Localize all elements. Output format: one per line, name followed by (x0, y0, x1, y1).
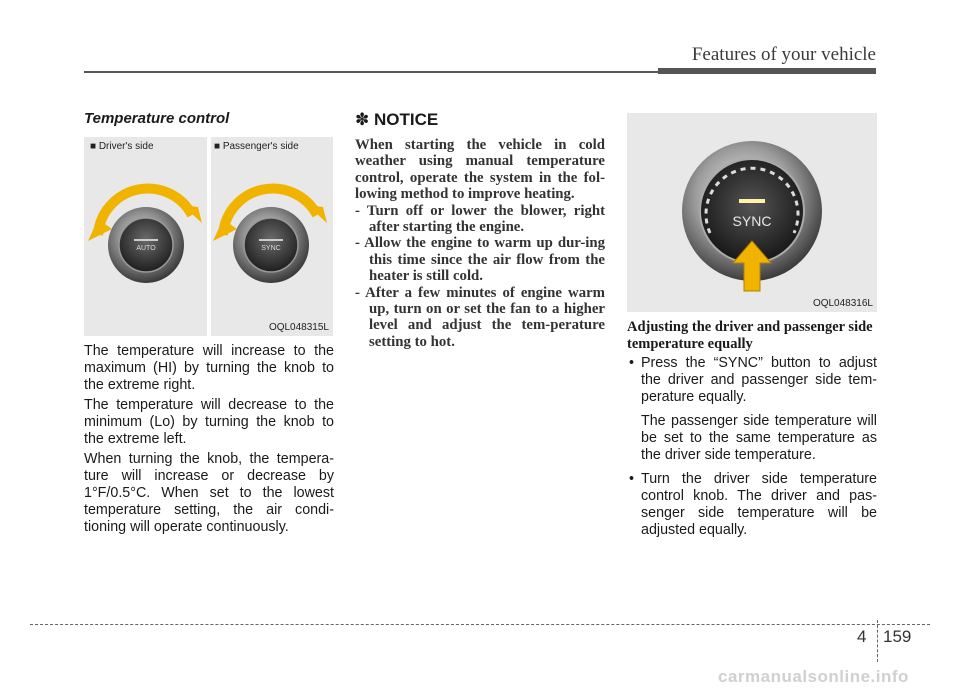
figure-code-1: OQL048315L (268, 322, 329, 333)
sync-knob-text: SYNC (732, 213, 772, 229)
page-number: 159 (883, 627, 912, 646)
paragraph-increase: The temperature will increase to the maximum (HI) by turning the knob to the extreme right. (84, 343, 334, 393)
notice-item: - Turn off or lower the blower, right after starting the engine. (355, 202, 605, 236)
passenger-knob-text: SYNC (261, 245, 281, 252)
driver-side-label: ■ Driver's side (90, 141, 154, 152)
driver-knob-text: AUTO (136, 245, 156, 252)
footer-separator (877, 620, 878, 662)
section-title: Features of your vehicle (691, 44, 876, 65)
temperature-knobs-figure (84, 137, 333, 336)
figure-code-2: OQL048316L (812, 298, 873, 309)
notice-title: ✽ NOTICE (355, 110, 439, 129)
knobs-illustration (84, 137, 333, 336)
temperature-control-heading: Temperature control (84, 110, 230, 127)
bullet-icon: • (629, 471, 635, 487)
footer-rule (30, 624, 930, 625)
sync-bullets (627, 355, 877, 546)
bullet-item (627, 355, 877, 406)
bullet-text: Press the “SYNC” button to adjust the driver and passenger side tem-perature equally. (641, 355, 877, 405)
passenger-side-label: ■ Passenger's side (214, 141, 299, 152)
header-rule (84, 71, 664, 73)
watermark: carmanualsonline.info (718, 667, 909, 686)
notice-intro: When starting the vehicle in cold weather using manual temperature control, operate the system in the fol-lowing method to improve heating. (355, 137, 605, 203)
driver-knob-icon (88, 189, 202, 283)
header-rule-accent (658, 68, 876, 74)
passenger-knob-icon (213, 189, 327, 283)
notice-item: - After a few minutes of engine warm up, turn on or set the fan to a higher level and adjust the tem-perature setting to hot. (355, 284, 605, 350)
bullet-sub-paragraph: The passenger side temperature will be set to the same temperature as the driver side temperature. (641, 413, 877, 463)
bullet-icon: • (629, 355, 635, 371)
sync-knob-illustration (627, 113, 877, 312)
notice-body (355, 137, 605, 350)
paragraph-decrease: The temperature will decrease to the minimum (Lo) by turning the knob to the extreme left. (84, 397, 334, 447)
notice-item: - Allow the engine to warm up dur-ing this time since the air flow from the heater is still cold. (355, 235, 605, 285)
bullet-text: Turn the driver side temperature control knob. The driver and pas-senger side temperature will be adjusted equally. (641, 471, 877, 538)
bullet-item (627, 471, 877, 539)
sync-heading: Adjusting the driver and passenger side temperature equally (627, 319, 873, 352)
paragraph-turning: When turning the knob, the tempera-ture will increase or decrease by 1°F/0.5°C. When set to the lowest temperature setting, the air condi-tioning will operate continuously. (84, 451, 334, 535)
chapter-number: 4 (857, 627, 867, 646)
sync-button-figure (627, 113, 877, 312)
